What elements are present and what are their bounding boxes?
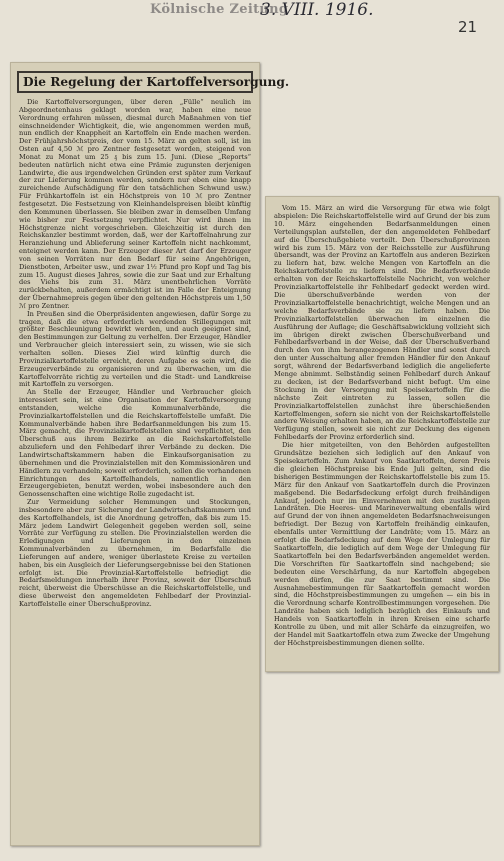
paragraph: Vom 15. März an wird die Versorgung für etwa wie folgt abspielen: Die Reichskartoffelstelle wird auf Grund der bis zum 10. März eingehenden Bedarfsanmeldungen einen Verteilungsplan aufstellen, der den angemeldeten Fehlbedarf auf die Überschußgebiete verteilt. Den Überschußprovinzen wird bis zum 15. März von der Reichsstelle zur Ausführung übersandt, was der Provinz an Kartoffeln aus anderen Bezirken zu liefern hat, bzw. welche Mengen von Kartoffeln an die Reichskartoffelstelle zu liefern sind. Die Bedarfsverbände erhalten von der Reichskartoffelstelle Nachricht, von welcher Provinzialkartoffelstelle ihr Fehlbedarf gedeckt werden wird. Die überschußverbände werden von der Provinzialkartoffelstelle benachrichtigt, welche Mengen und an welche Bedarfsverbände sie zu liefern haben. Die Provinzialkartoffelstellen überwachen im einzelnen die Ausführung der Auflage; die Geschäftsabwicklung vollzieht sich im übrigen direkt zwischen Überschußverband und Fehlbedarfsverband in der Weise, daß der Überschußverband durch den von ihm herangezogenen Händler und sonst durch den unter Ausschaltung aller fremden Händler für den Ankauf sorgt, während der Bedarfsverband lediglich die angelieferte Menge abnimmt. Selbständig seinen Fehlbedarf durch Ankauf zu decken, ist der Bedarfsverband nicht befugt. Um eine Stockung in der Versorgung mit Speisekartoffeln für die nächste Zeit eintreten zu lassen, sollen die Provinzialkartoffelstellen zunächst ihre überschießenden Kartoffelmengen, sofern sie nicht von der Reichskartoffelstelle andere Weisung erhalten haben, an die Reichskartoffelstelle zur Verfügung stellen, soweit sie nicht zur Deckung des eigenen Fehlbedarfs der Provinz erforderlich sind.	[274, 204, 490, 442]
clipping-left	[10, 62, 290, 846]
page-number: 21	[458, 18, 478, 36]
handwritten-date: 3. VIII. 1916.	[260, 0, 374, 20]
article-body-right	[266, 197, 498, 648]
article-body-left	[11, 99, 259, 609]
paragraph: In Preußen sind die Oberpräsidenten angewiesen, dafür Sorge zu tragen, daß die etwa erforderlich werdenden Stillegungen mit größter Beschleunigung bewirkt werden, und auch geeignet sind, den Bestimmungen zur Geltung zu verhelfen. Der Erzeuger, Händler und Verbraucher gleich interessiert sein, zu wissen, wie sie sich verhalten sollen. Dieses Ziel wird künftig durch die Provinzialkartoffelstelle erreicht, deren Aufgabe es sein wird, die Erzeugerverbände zu organisieren und zu überwachen, um die Kartoffelvorräte richtig zu verteilen und die Stadt- und Landkreise mit Kartoffeln zu versorgen.	[19, 309, 251, 389]
newspaper-masthead: Kölnische Zeitung	[150, 2, 289, 17]
article-headline: Die Regelung der Kartoffelversorgung.	[17, 71, 253, 93]
paragraph: Zur Vermeidung solcher Hemmungen und Stockungen, insbesondere aber zur Sicherung der Landwirtschaftskammern und des Kartoffelhandels, ist die Anordnung getroffen, daß bis zum 15. März jedem Landwirt Gelegenheit gegeben werden soll, seine Vorräte zur Verfügung zu stellen. Die Provinzialstellen werden die Erledigungen und Lieferungen in den einzelnen Kommunalverbänden zu übernehmen, im Bedarfsfalle die Lieferungen auf andere, weniger überlastete Kreise zu verteilen haben, bis ein Ausgleich der Lieferungsergebnisse bei den Stationen erfolgt ist. Die Provinzial-Kartoffelstelle befriedigt die Bedarfsmeldungen innerhalb ihrer Provinz, soweit der Überschuß reicht, überweist die Überschüsse an die Reichskartoffelstelle, und diese überweist den angemeldeten Fehlbedarf der Provinzial-Kartoffelstelle einer Überschußprovinz.	[19, 498, 251, 608]
clipping-right	[265, 196, 499, 672]
paragraph: An Stelle der Erzeuger, Händler und Verbraucher gleich interessiert sein, ist eine Organisation der Kartoffelversorgung entstanden, welche die Kommunalverbände, die Provinzialkartoffelstellen und die Reichskartoffelstelle umfaßt. Die Kommunalverbände haben ihre Bedarfsanmeldungen bis zum 15. März gemacht, die Provinzialkartoffelstellen sind verpflichtet, den Überschuß aus ihrem Bezirke an die Reichskartoffelstelle abzuliefern und den Fehlbedarf ihrer Verbände zu decken. Die Landwirtschaftskammern haben die Einkaufsorganisation zu übernehmen und die Provinzialstellen mit den Kommissionären und Händlern zu verhandeln; soweit erforderlich, sollen die vorhandenen Einrichtungen des Kartoffelhandels, namentlich in den Erzeugergebieten, benutzt werden, wobei insbesondere auch den Genossenschaften eine wichtige Rolle zugedacht ist.	[19, 388, 251, 499]
paragraph: Die Kartoffelversorgungen, über deren „Fülle“ neulich im Abgeordnetenhaus geklagt worden war, haben eine neue Verordnung erfahren müssen, diesmal durch Maßnahmen von tief einschneidender Wichtigkeit, die, wie angenommen werden muß, nun endlich der Knappheit an Kartoffeln ein Ende machen werden. Der Frühjahrshöchstpreis, der vom 15. März an gelten soll, ist im Osten auf 4,50 ℳ pro Zentner festgesetzt worden, steigend von Monat zu Monat um 25 ₰ bis zum 15. Juni. (Diese „Reports“ bedeuten natürlich nicht etwa eine Prämie zugunsten derjenigen Landwirte, die aus irgendwelchen Gründen erst später zum Verkauf der zur Lieferung kommen werden, sondern nur eben eine knapp zureichende Aufschädigung für den tatsächlichen Schwund usw.) Für Frühkartoffeln ist ein Höchstpreis von 10 ℳ pro Zentner festgesetzt. Die Festsetzung von Kleinhandelspreisen bleibt künftig den Kommunen überlassen. Sie bleiben zwar in demselben Umfang wie bisher zur Festsetzung verpflichtet. Nur wird ihnen im Höchstgrenze nicht vorgeschrieben. Gleichzeitig ist durch den Reichskanzler bestimmt worden, daß, wer der Kartoffelnahrung zur Heranziehung und Ablieferung seiner Kartoffeln nicht nachkommt, enteignet werden kann. Der Erzeuger dieser Art darf der Erzeuger von seinen Vorräten nur den Bedarf für seine Angehörigen, Dienstboten, Arbeiter usw., und zwar 1½ Pfund pro Kopf und Tag bis zum 15. August dieses Jahres, sowie die zur Saat und zur Erhaltung des Viehs bis zum 31. März unentbehrlichen Vorräte zurückbehalten, außerdem ermächtigt ist im Falle der Enteignung der Übernahmepreis gegen über den geltenden Höchstpreis um 1,50 ℳ pro Zentner.	[19, 98, 251, 310]
paragraph: Die hier mitgeteilten, von den Behörden aufgestellten Grundsätze beziehen sich lediglich auf den Ankauf von Speisekartoffeln. Zum Ankauf von Saatkartoffeln, deren Preis die gleichen Höchstpreise bis Ende Juli gelten, sind die bisherigen Bestimmungen der Reichskartoffelstelle bis zum 15. März für den Ankauf von Saatkartoffeln durch die Provinzen maßgebend. Die Bedarfsdeckung erfolgt durch freihändigen Ankauf, jedoch nur im Einvernehmen mit den zuständigen Landräten. Die Heeres- und Marineverwaltung ebenfalls wird auf Grund der von ihnen angemeldeten Bedarfsnachweisungen befriedigt. Der Bezug von Kartoffeln freihändig einkaufen, ebenfalls unter Vermittlung der Landräte; vom 15. März an erfolgt die Bedarfsdeckung auf dem Wege der Umlegung für Saatkartoffeln, die lediglich auf dem Wege der Umlegung für Saatkartoffeln bei den Bedarfsverbänden angemeldet werden. Die Vorschriften für Saatkartoffeln sind nachgebend; sie bedeuten eine Verschärfung, da nur Kartoffeln abgegeben werden dürfen, die zur Saat bestimmt sind. Die Ausnahmebestimmungen für Saatkartoffeln gemacht worden sind, die Höchstpreisbestimmungen zu umgehen — ein bis in die Verordnung scharfe Kontrollbestimmungen vorgesehen. Die Landräte haben sich lediglich bezüglich des Einkaufs und Handels von Saatkartoffeln in ihren Kreisen eine scharfe Kontrolle zu üben, und mit aller Schärfe da einzugreifen, wo der Handel mit Saatkartoffeln etwa zum Zwecke der Umgehung der Höchstpreisbestimmungen dienen sollte.	[274, 441, 490, 647]
